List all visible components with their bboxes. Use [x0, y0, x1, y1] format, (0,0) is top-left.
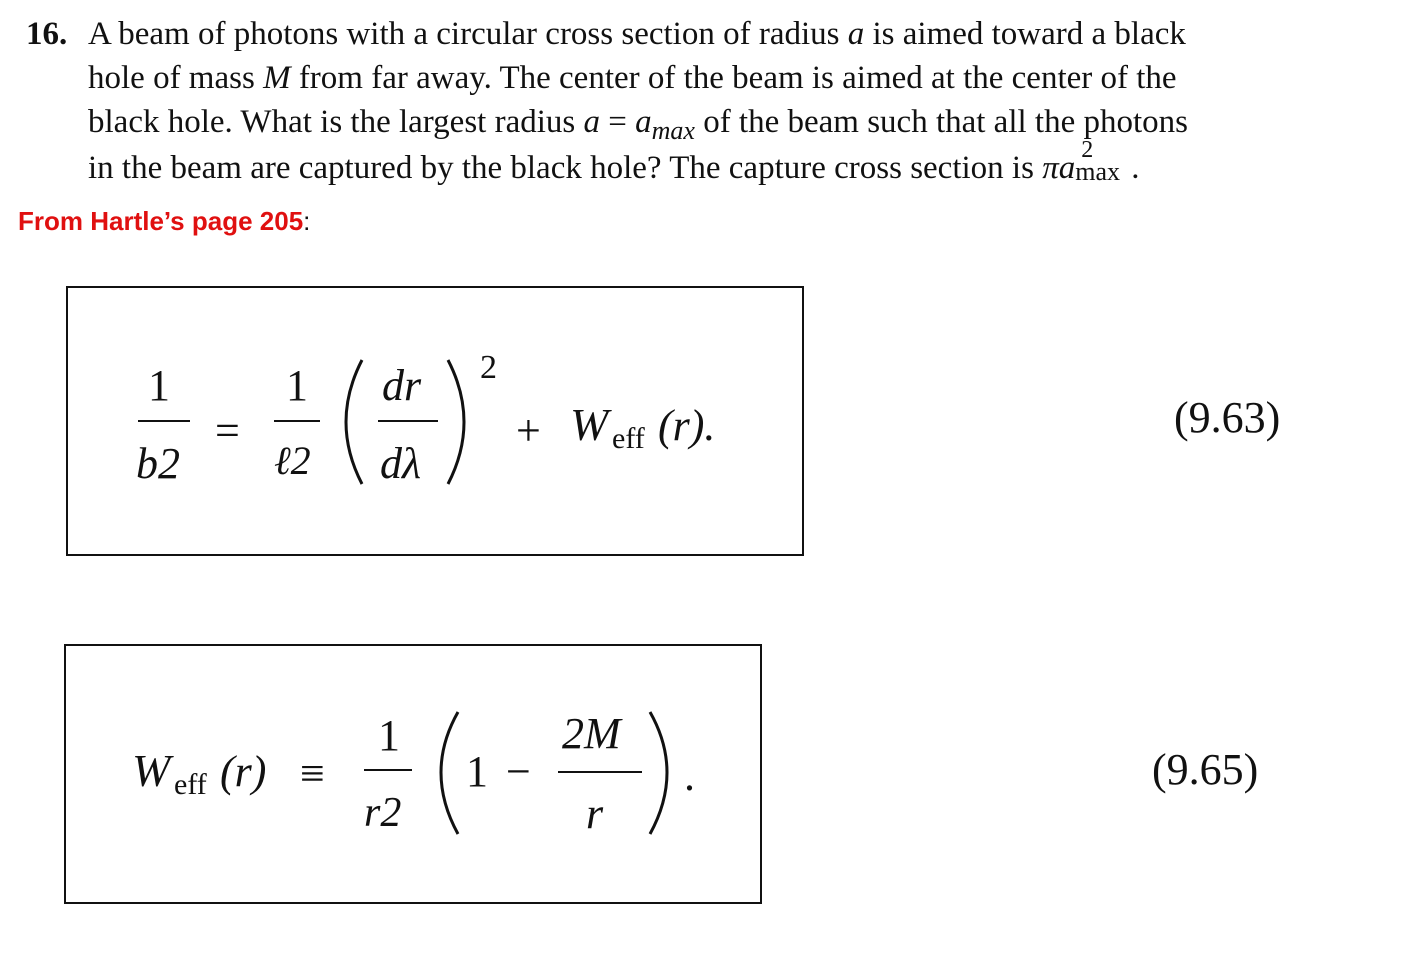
variable-M: M	[263, 60, 291, 96]
minus-sign: −	[506, 747, 531, 796]
text-run: from far away. The center of the beam is aimed at the center of the	[290, 60, 1177, 96]
period: .	[1131, 150, 1140, 186]
derivative-numerator: dr	[382, 361, 422, 410]
lhs-denominator: b2	[136, 439, 180, 488]
caption-text: From Hartle’s page 205	[18, 206, 304, 236]
text-run: =	[599, 104, 636, 140]
lhs-numerator: 1	[148, 361, 170, 410]
W-argument: (r).	[658, 401, 716, 450]
problem-number: 16.	[26, 16, 68, 52]
variable-a: a	[847, 16, 865, 52]
equals-sign: =	[215, 406, 240, 455]
inner-denominator: r	[586, 789, 604, 838]
left-paren	[441, 712, 458, 834]
text-run: in the beam are captured by the black hole? The capture cross section is	[88, 150, 1043, 186]
right-paren	[650, 712, 667, 834]
text-run: is aimed toward a black	[864, 16, 1186, 52]
text-run: of the beam such that all the photons	[694, 104, 1188, 140]
W-argument: (r)	[220, 747, 267, 796]
equation-number-9-63: (9.63)	[1174, 393, 1281, 442]
subscript-max: max	[1075, 157, 1120, 186]
fraction-denominator: ℓ2	[274, 438, 311, 483]
fraction-denominator: r2	[364, 790, 402, 836]
period: .	[684, 751, 695, 800]
text-run: black hole. What is the largest radius	[88, 104, 584, 140]
one: 1	[466, 747, 488, 796]
subscript-max: max	[651, 116, 695, 145]
W-symbol: W	[570, 399, 609, 450]
W-subscript: eff	[612, 422, 645, 455]
inner-numerator: 2M	[562, 709, 621, 758]
W-symbol: W	[132, 745, 171, 796]
symbol-pi: π	[1042, 150, 1059, 186]
variable-a-max: a	[635, 104, 652, 140]
superscript-2: 2	[1081, 137, 1094, 163]
derivative-denominator: dλ	[380, 439, 422, 488]
W-subscript: eff	[174, 768, 207, 801]
fraction-numerator: 1	[378, 711, 400, 760]
equiv-sign: ≡	[300, 749, 325, 798]
fraction-numerator: 1	[286, 361, 308, 410]
variable-a: a	[583, 104, 600, 140]
power-2: 2	[480, 349, 497, 386]
variable-a: a	[1058, 150, 1076, 186]
caption-colon: :	[303, 206, 311, 236]
text-run: A beam of photons with a circular cross section of radius	[88, 16, 848, 52]
plus-sign: +	[516, 406, 541, 455]
equation-number-9-65: (9.65)	[1152, 745, 1259, 794]
text-run: hole of mass	[88, 60, 264, 96]
